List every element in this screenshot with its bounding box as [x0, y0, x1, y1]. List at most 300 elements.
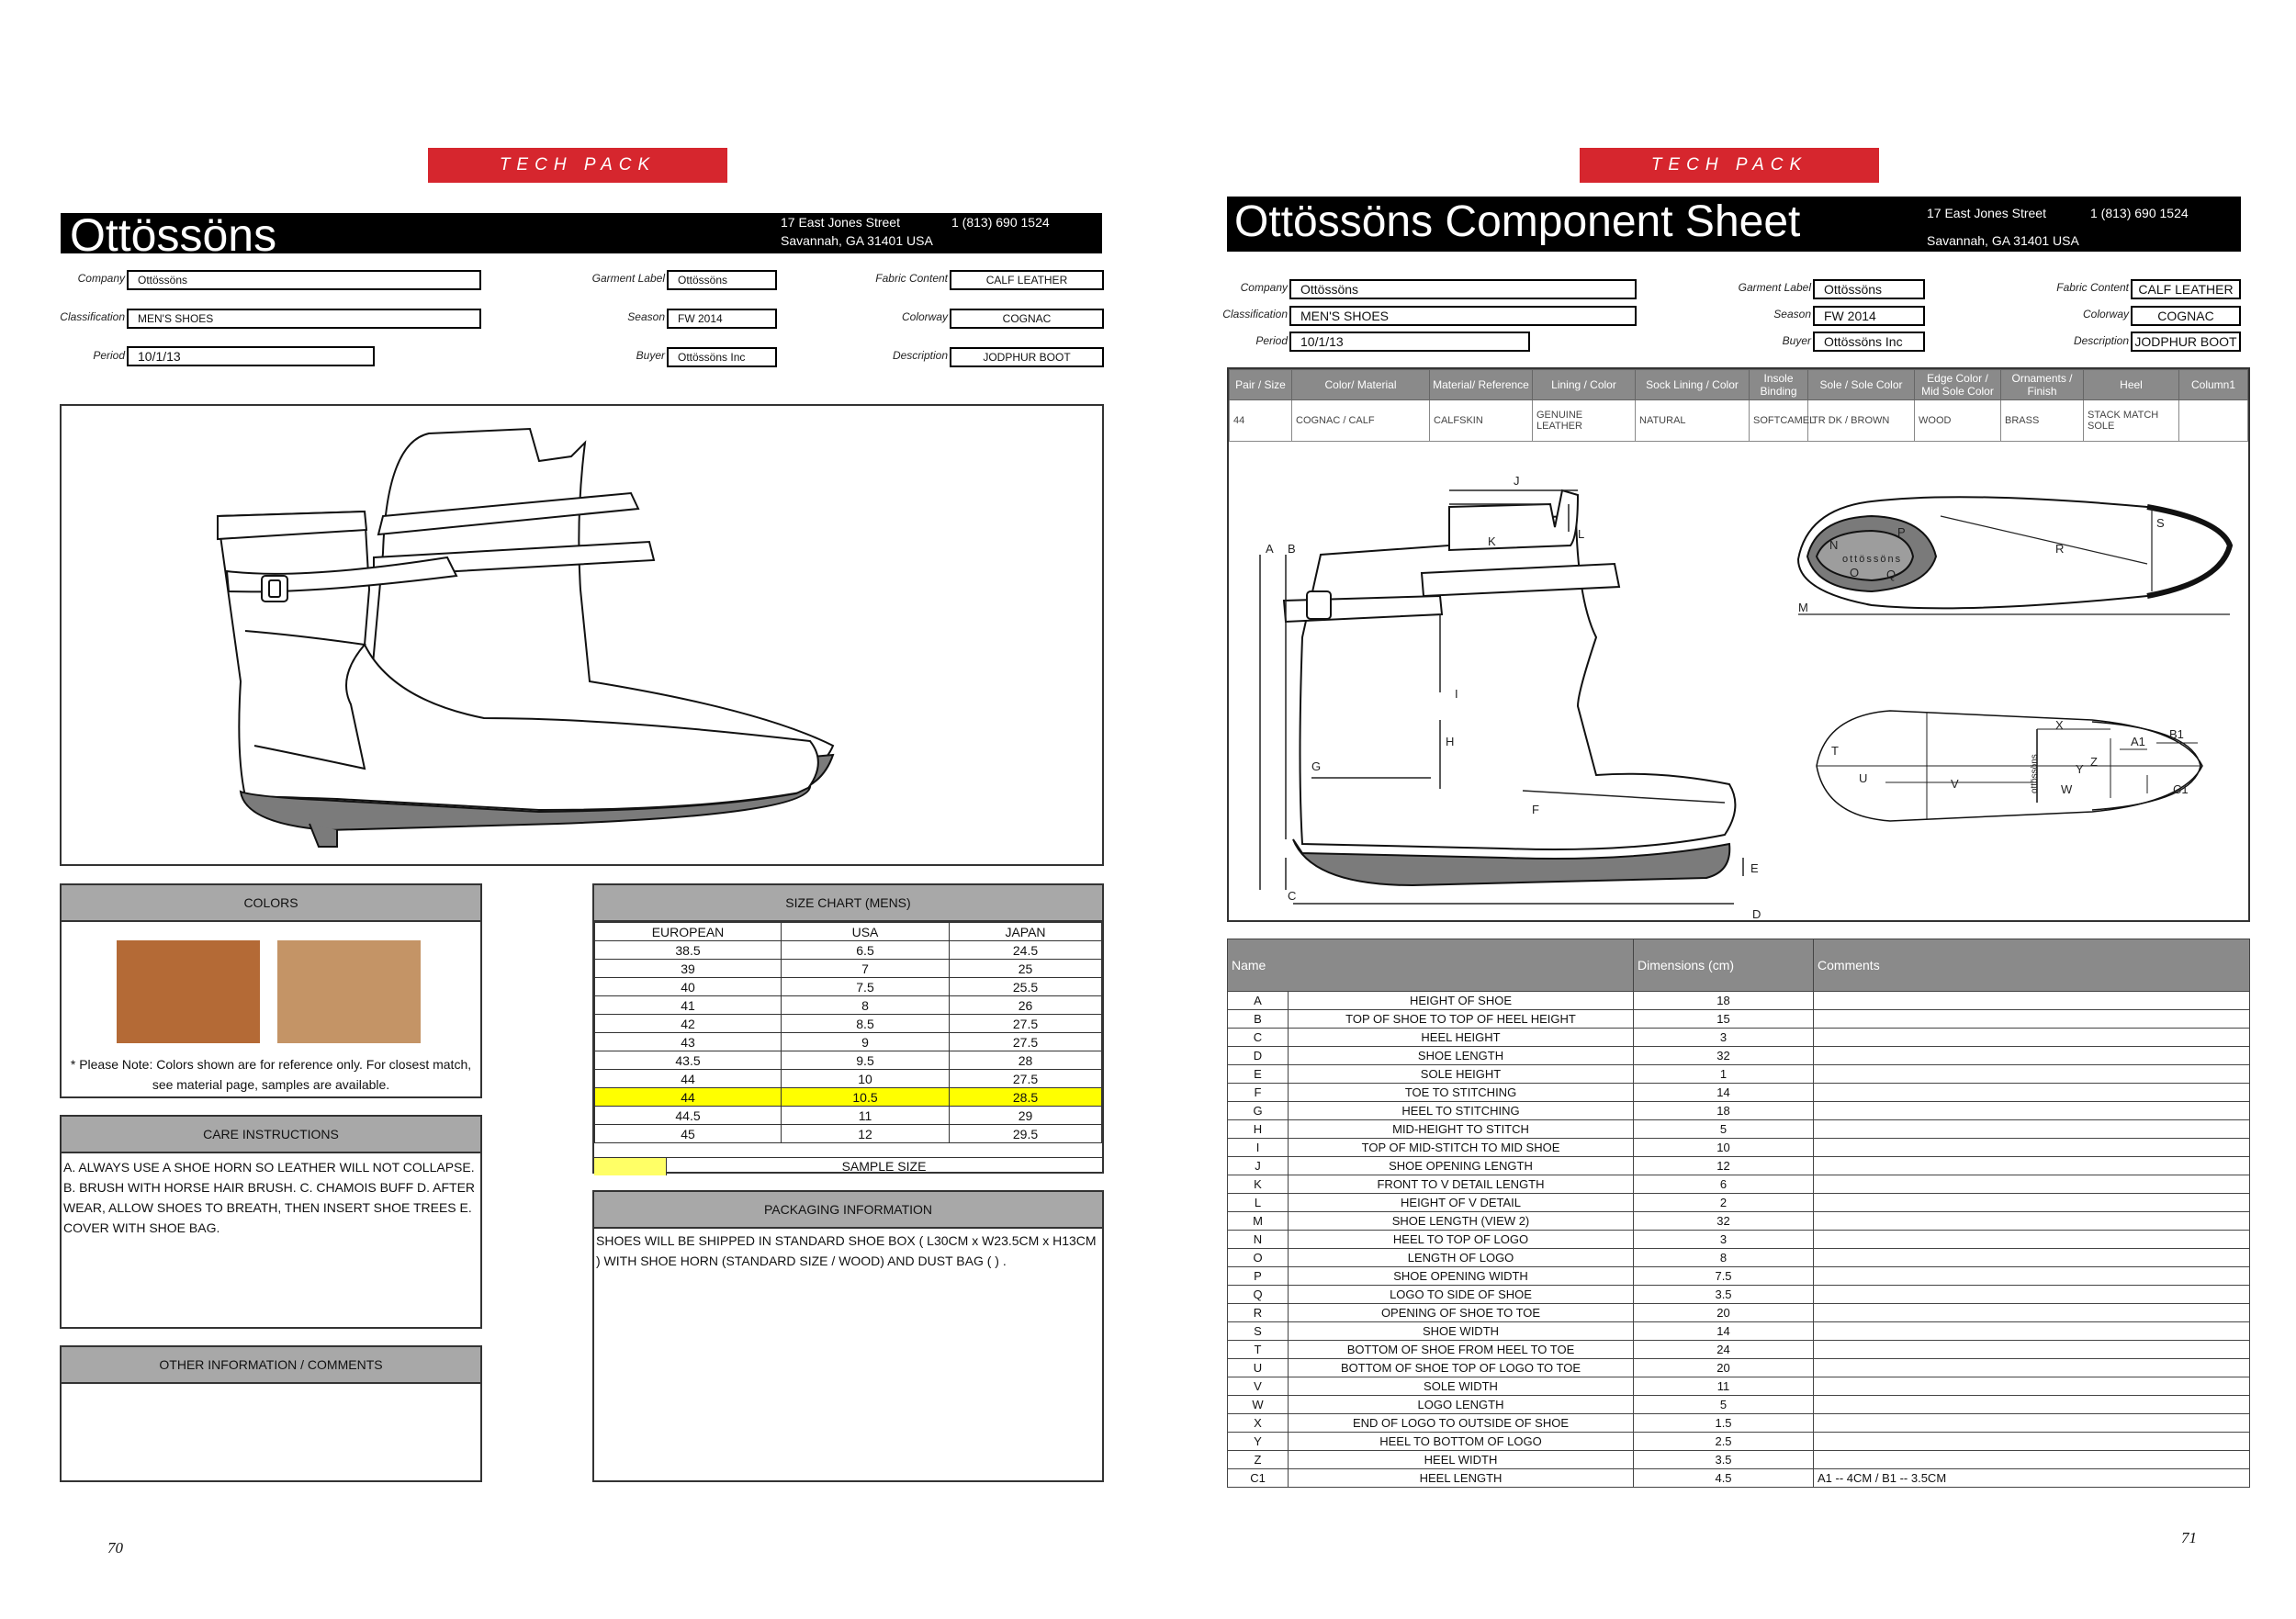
garment-label-label: Garment Label [591, 272, 665, 285]
color-swatch-tan [277, 940, 421, 1043]
dimension-key: L [1228, 1194, 1289, 1212]
size-chart-row [595, 996, 1102, 1015]
colorway-label: Colorway [901, 310, 948, 323]
component-sheet-banner [1227, 197, 2241, 252]
dimension-key: G [1228, 1102, 1289, 1120]
size-european: 39 [595, 960, 782, 978]
size-japan: 28 [950, 1051, 1102, 1070]
size-chart-row [595, 1125, 1102, 1143]
dimension-comment: A1 -- 4CM / B1 -- 3.5CM [1814, 1469, 2250, 1488]
dimension-comment [1814, 1304, 2250, 1322]
dimension-value: 8 [1634, 1249, 1814, 1267]
size-usa: 8.5 [782, 1015, 950, 1033]
period-field[interactable]: 10/1/13 [127, 346, 375, 366]
fabric-content-label: Fabric Content [875, 272, 948, 285]
dimension-name: TOE TO STITCHING [1289, 1084, 1634, 1102]
component-header-cell: Heel [2084, 370, 2179, 400]
dimension-row [1228, 1231, 2250, 1249]
size-japan: 29 [950, 1107, 1102, 1125]
size-japan: 24.5 [950, 941, 1102, 960]
dimension-key: I [1228, 1139, 1289, 1157]
size-chart-panel [592, 883, 1104, 1174]
dimension-value: 18 [1634, 1102, 1814, 1120]
dimension-value: 32 [1634, 1212, 1814, 1231]
dimension-value: 18 [1634, 992, 1814, 1010]
dimension-row [1228, 1139, 2250, 1157]
dim-label-a1: A1 [2131, 735, 2145, 748]
dimension-comment [1814, 1194, 2250, 1212]
component-cell: GENUINE LEATHER [1533, 400, 1636, 442]
dimension-comment [1814, 1322, 2250, 1341]
dimension-key: M [1228, 1212, 1289, 1231]
dimension-value: 14 [1634, 1322, 1814, 1341]
size-chart-row [595, 1015, 1102, 1033]
size-japan: 26 [950, 996, 1102, 1015]
dimension-comment [1814, 1451, 2250, 1469]
dimension-row [1228, 1249, 2250, 1267]
dimension-key: H [1228, 1120, 1289, 1139]
size-japan: 25 [950, 960, 1102, 978]
brand-banner [61, 209, 1102, 261]
size-header-japan: JAPAN [950, 923, 1102, 941]
colorway-label-right: Colorway [2082, 308, 2129, 320]
packaging-panel [592, 1190, 1104, 1482]
dimension-value: 1 [1634, 1065, 1814, 1084]
buyer-label-right: Buyer [1782, 334, 1811, 347]
dimension-row [1228, 1414, 2250, 1433]
dim-label-i: I [1455, 687, 1458, 701]
size-usa: 12 [782, 1125, 950, 1143]
packaging-title: PACKAGING INFORMATION [594, 1192, 1102, 1229]
dimension-row [1228, 992, 2250, 1010]
address-line-1-right: 17 East Jones Street [1927, 206, 2046, 220]
dimension-name: LOGO LENGTH [1289, 1396, 1634, 1414]
company-field-right[interactable]: Ottössöns [1289, 279, 1637, 299]
dimension-name: HEEL HEIGHT [1289, 1029, 1634, 1047]
component-cell [2179, 400, 2248, 442]
dimension-row [1228, 1396, 2250, 1414]
dimension-value: 5 [1634, 1120, 1814, 1139]
dimension-key: B [1228, 1010, 1289, 1029]
dimension-key: S [1228, 1322, 1289, 1341]
dimension-comment [1814, 1175, 2250, 1194]
dimension-key: X [1228, 1414, 1289, 1433]
dimensions-header-name: Name [1228, 939, 1634, 992]
dimension-value: 3 [1634, 1231, 1814, 1249]
dimension-key: V [1228, 1377, 1289, 1396]
dimension-value: 14 [1634, 1084, 1814, 1102]
size-usa: 11 [782, 1107, 950, 1125]
dim-label-d: D [1752, 907, 1761, 920]
dimension-key: T [1228, 1341, 1289, 1359]
dimension-key: Z [1228, 1451, 1289, 1469]
dimension-value: 4.5 [1634, 1469, 1814, 1488]
component-panel [1227, 367, 2250, 922]
dimension-name: HEEL WIDTH [1289, 1451, 1634, 1469]
dimension-value: 1.5 [1634, 1414, 1814, 1433]
size-european: 41 [595, 996, 782, 1015]
size-chart-row [595, 1051, 1102, 1070]
dimensions-header-dimensions: Dimensions (cm) [1634, 939, 1814, 992]
dimension-name: SHOE WIDTH [1289, 1322, 1634, 1341]
size-european: 43.5 [595, 1051, 782, 1070]
dimension-value: 20 [1634, 1304, 1814, 1322]
dimension-key: D [1228, 1047, 1289, 1065]
dimension-row [1228, 1286, 2250, 1304]
dimension-key: A [1228, 992, 1289, 1010]
dimension-name: OPENING OF SHOE TO TOE [1289, 1304, 1634, 1322]
dimension-value: 2 [1634, 1194, 1814, 1212]
garment-label-field-right[interactable]: Ottössöns [1813, 279, 1925, 299]
dimension-comment [1814, 1359, 2250, 1377]
component-sheet-title: Ottössöns Component Sheet [1234, 197, 1801, 246]
classification-label-right: Classification [1222, 308, 1288, 320]
dimension-row [1228, 1359, 2250, 1377]
size-european: 38.5 [595, 941, 782, 960]
size-european: 44.5 [595, 1107, 782, 1125]
side-view-boot [1284, 490, 1735, 885]
dimension-row [1228, 1267, 2250, 1286]
size-japan: 28.5 [950, 1088, 1102, 1107]
care-instructions-panel [60, 1115, 482, 1329]
dimension-name: LOGO TO SIDE OF SHOE [1289, 1286, 1634, 1304]
dimension-comment [1814, 1433, 2250, 1451]
dimension-name: TOP OF SHOE TO TOP OF HEEL HEIGHT [1289, 1010, 1634, 1029]
size-header-usa: USA [782, 923, 950, 941]
dimension-value: 24 [1634, 1341, 1814, 1359]
size-chart-row [595, 1033, 1102, 1051]
description-field[interactable]: JODPHUR BOOT [950, 347, 1104, 367]
company-label: Company [77, 272, 125, 285]
dimension-comment [1814, 1377, 2250, 1396]
dimension-comment [1814, 1231, 2250, 1249]
dimension-comment [1814, 1029, 2250, 1047]
dimension-comment [1814, 1139, 2250, 1157]
size-european: 45 [595, 1125, 782, 1143]
dimension-comment [1814, 1102, 2250, 1120]
dimension-name: FRONT TO V DETAIL LENGTH [1289, 1175, 1634, 1194]
dimension-key: O [1228, 1249, 1289, 1267]
buyer-label: Buyer [636, 349, 665, 362]
dim-label-p: P [1897, 525, 1906, 539]
other-information-panel [60, 1345, 482, 1482]
dimension-comment [1814, 1010, 2250, 1029]
dim-label-b: B [1288, 542, 1296, 556]
top-view-shoe [1798, 497, 2230, 608]
dimension-name: TOP OF MID-STITCH TO MID SHOE [1289, 1139, 1634, 1157]
description-field-right[interactable]: JODPHUR BOOT [2131, 332, 2241, 352]
dimension-key: C [1228, 1029, 1289, 1047]
dimension-value: 5 [1634, 1396, 1814, 1414]
dim-label-c1: C1 [2173, 782, 2189, 796]
dimension-value: 11 [1634, 1377, 1814, 1396]
component-cell: SOFTCAMEL [1750, 400, 1808, 442]
component-cell: WOOD [1915, 400, 2001, 442]
dimension-name: MID-HEIGHT TO STITCH [1289, 1120, 1634, 1139]
fabric-content-field-right[interactable]: CALF LEATHER [2131, 279, 2241, 299]
dimension-comment [1814, 1047, 2250, 1065]
sample-size-legend [594, 1157, 1102, 1175]
component-header-cell: Insole Binding [1750, 370, 1808, 400]
dimension-key: C1 [1228, 1469, 1289, 1488]
care-title: CARE INSTRUCTIONS [62, 1117, 480, 1153]
dimension-row [1228, 1175, 2250, 1194]
dim-label-q: Q [1886, 568, 1896, 581]
component-header-cell: Color/ Material [1292, 370, 1430, 400]
period-label: Period [93, 349, 125, 362]
dimension-key: Q [1228, 1286, 1289, 1304]
fabric-content-label-right: Fabric Content [2056, 281, 2129, 294]
dimension-row [1228, 1010, 2250, 1029]
dimension-value: 3.5 [1634, 1286, 1814, 1304]
component-cell: CALFSKIN [1430, 400, 1533, 442]
season-field-right[interactable]: FW 2014 [1813, 306, 1925, 326]
sole-view-logo: ottössöns [2030, 754, 2040, 793]
size-usa: 8 [782, 996, 950, 1015]
dimension-value: 10 [1634, 1139, 1814, 1157]
size-chart-title: SIZE CHART (MENS) [594, 885, 1102, 922]
dimension-comment [1814, 992, 2250, 1010]
dim-label-s: S [2156, 516, 2165, 530]
garment-label-label-right: Garment Label [1738, 281, 1811, 294]
dimension-key: E [1228, 1065, 1289, 1084]
dimension-comment [1814, 1267, 2250, 1286]
dimension-key: K [1228, 1175, 1289, 1194]
colors-panel [60, 883, 482, 1098]
dim-label-g: G [1311, 759, 1322, 773]
dim-label-x: X [2055, 718, 2064, 732]
dimensions-table [1227, 939, 2250, 1488]
size-chart-row [595, 941, 1102, 960]
component-cell: STACK MATCH SOLE [2084, 400, 2179, 442]
dim-label-e: E [1750, 861, 1759, 875]
fabric-content-field[interactable]: CALF LEATHER [950, 270, 1104, 290]
size-chart-row [595, 1088, 1102, 1107]
colors-title: COLORS [62, 885, 480, 922]
dimension-row [1228, 1469, 2250, 1488]
dimensions-header-comments: Comments [1814, 939, 2250, 992]
company-field[interactable]: Ottössöns [127, 270, 481, 290]
dimension-value: 7.5 [1634, 1267, 1814, 1286]
dimension-value: 6 [1634, 1175, 1814, 1194]
phone-number-right: 1 (813) 690 1524 [2090, 206, 2189, 220]
component-header-cell: Sole / Sole Color [1808, 370, 1915, 400]
dim-label-o: O [1850, 566, 1860, 579]
dimensions-header-row [1228, 939, 2250, 992]
dim-label-y: Y [2076, 762, 2084, 776]
dimension-name: END OF LOGO TO OUTSIDE OF SHOE [1289, 1414, 1634, 1433]
dimension-row [1228, 1377, 2250, 1396]
tech-pack-badge-right: TECH PACK [1580, 148, 1879, 183]
buyer-field[interactable]: Ottössöns Inc [667, 347, 777, 367]
size-japan: 27.5 [950, 1015, 1102, 1033]
packaging-text: SHOES WILL BE SHIPPED IN STANDARD SHOE BOX ( L30CM x W23.5CM x H13CM ) WITH SHOE HORN (STANDARD SIZE / WOOD) AND DUST BAG ( ) . [596, 1233, 1097, 1268]
dimension-row [1228, 1157, 2250, 1175]
dimension-comment [1814, 1157, 2250, 1175]
care-text: A. ALWAYS USE A SHOE HORN SO LEATHER WILL NOT COLLAPSE. B. BRUSH WITH HORSE HAIR BRUSH. C. CHAMOIS BUFF D. AFTER WEAR, ALLOW SHOES TO BREATH, THEN INSERT SHOE TREES E. COVER WITH SHOE BAG. [63, 1160, 476, 1235]
size-chart-row [595, 978, 1102, 996]
dim-label-l: L [1578, 527, 1585, 541]
dimension-comment [1814, 1084, 2250, 1102]
dimension-name: SOLE WIDTH [1289, 1377, 1634, 1396]
component-cell: TR DK / BROWN [1808, 400, 1915, 442]
sample-size-legend-swatch [594, 1158, 667, 1175]
company-label-right: Company [1240, 281, 1288, 294]
dimension-name: SHOE OPENING LENGTH [1289, 1157, 1634, 1175]
dimension-row [1228, 1304, 2250, 1322]
dim-label-c: C [1288, 889, 1297, 903]
classification-field-right[interactable]: MEN'S SHOES [1289, 306, 1637, 326]
size-japan: 27.5 [950, 1070, 1102, 1088]
boot-illustration-panel [60, 404, 1104, 866]
dim-label-r: R [2055, 542, 2065, 556]
season-field[interactable]: FW 2014 [667, 309, 777, 329]
component-header-cell: Material/ Reference [1430, 370, 1533, 400]
size-usa: 9 [782, 1033, 950, 1051]
dimension-row [1228, 1212, 2250, 1231]
size-european: 43 [595, 1033, 782, 1051]
size-european: 44 [595, 1088, 782, 1107]
dimension-value: 3 [1634, 1029, 1814, 1047]
dim-label-z: Z [2090, 755, 2098, 769]
dimension-key: J [1228, 1157, 1289, 1175]
dim-label-j: J [1514, 474, 1520, 488]
dimension-key: W [1228, 1396, 1289, 1414]
dimension-comment [1814, 1286, 2250, 1304]
address-line-2: Savannah, GA 31401 USA [781, 233, 933, 248]
dimension-name: SHOE LENGTH [1289, 1047, 1634, 1065]
comments-area[interactable] [65, 1389, 478, 1478]
dimension-name: BOTTOM OF SHOE TOP OF LOGO TO TOE [1289, 1359, 1634, 1377]
component-header-cell: Edge Color / Mid Sole Color [1915, 370, 2001, 400]
component-cell: COGNAC / CALF [1292, 400, 1430, 442]
period-field-right[interactable]: 10/1/13 [1289, 332, 1530, 352]
color-swatch-cognac [117, 940, 260, 1043]
description-label-right: Description [2073, 334, 2129, 347]
garment-label-field[interactable]: Ottössöns [667, 270, 777, 290]
dim-label-v: V [1951, 777, 1959, 791]
component-header-cell: Column1 [2179, 370, 2248, 400]
size-european: 44 [595, 1070, 782, 1088]
size-usa: 10.5 [782, 1088, 950, 1107]
dimension-value: 12 [1634, 1157, 1814, 1175]
size-usa: 9.5 [782, 1051, 950, 1070]
dimension-row [1228, 1084, 2250, 1102]
dimension-row [1228, 1047, 2250, 1065]
page-number-right: 71 [2181, 1529, 2197, 1546]
size-european: 40 [595, 978, 782, 996]
buyer-field-right[interactable]: Ottössöns Inc [1813, 332, 1925, 352]
dimension-key: N [1228, 1231, 1289, 1249]
dimension-name: HEIGHT OF V DETAIL [1289, 1194, 1634, 1212]
dimension-value: 20 [1634, 1359, 1814, 1377]
size-header-european: EUROPEAN [595, 923, 782, 941]
size-chart-row [595, 1107, 1102, 1125]
dimension-key: P [1228, 1267, 1289, 1286]
dimension-key: F [1228, 1084, 1289, 1102]
tech-pack-badge: TECH PACK [428, 148, 727, 183]
dimension-key: Y [1228, 1433, 1289, 1451]
dimension-row [1228, 1322, 2250, 1341]
dimension-value: 3.5 [1634, 1451, 1814, 1469]
component-diagrams [1229, 454, 2248, 920]
dimension-name: SHOE LENGTH (VIEW 2) [1289, 1212, 1634, 1231]
address-line-1: 17 East Jones Street [781, 215, 900, 230]
dim-label-u: U [1859, 771, 1868, 785]
season-label: Season [627, 310, 665, 323]
dimension-row [1228, 1065, 2250, 1084]
season-label-right: Season [1773, 308, 1811, 320]
dim-label-n: N [1829, 538, 1839, 552]
size-japan: 27.5 [950, 1033, 1102, 1051]
dim-label-b1: B1 [2169, 727, 2184, 741]
component-data-row [1230, 400, 2248, 442]
component-header-cell: Lining / Color [1533, 370, 1636, 400]
dimension-comment [1814, 1120, 2250, 1139]
dimension-comment [1814, 1249, 2250, 1267]
size-european: 42 [595, 1015, 782, 1033]
dimension-row [1228, 1194, 2250, 1212]
dim-label-a: A [1266, 542, 1274, 556]
size-usa: 6.5 [782, 941, 950, 960]
size-chart-table [594, 922, 1102, 1143]
dim-label-k: K [1488, 534, 1496, 548]
boot-illustration [62, 406, 1102, 864]
dimension-row [1228, 1120, 2250, 1139]
dimension-comment [1814, 1414, 2250, 1433]
colorway-field[interactable]: COGNAC [950, 309, 1104, 329]
component-header-cell: Sock Lining / Color [1636, 370, 1750, 400]
dimension-value: 15 [1634, 1010, 1814, 1029]
dimension-row [1228, 1102, 2250, 1120]
dimension-name: SHOE OPENING WIDTH [1289, 1267, 1634, 1286]
brand-name: Ottössöns [70, 209, 277, 261]
component-cell: BRASS [2001, 400, 2084, 442]
dimension-value: 32 [1634, 1047, 1814, 1065]
dimension-name: HEEL TO STITCHING [1289, 1102, 1634, 1120]
dimension-row [1228, 1341, 2250, 1359]
page-number-left: 70 [107, 1539, 123, 1557]
dimension-name: BOTTOM OF SHOE FROM HEEL TO TOE [1289, 1341, 1634, 1359]
dimension-comment [1814, 1396, 2250, 1414]
dimension-comment [1814, 1065, 2250, 1084]
dimension-name: HEIGHT OF SHOE [1289, 992, 1634, 1010]
dimension-value: 2.5 [1634, 1433, 1814, 1451]
dimension-name: LENGTH OF LOGO [1289, 1249, 1634, 1267]
classification-field[interactable]: MEN'S SHOES [127, 309, 481, 329]
dimension-row [1228, 1029, 2250, 1047]
dimension-name: SOLE HEIGHT [1289, 1065, 1634, 1084]
component-cell: NATURAL [1636, 400, 1750, 442]
size-chart-row [595, 1070, 1102, 1088]
component-header-cell: Ornaments / Finish [2001, 370, 2084, 400]
other-title: OTHER INFORMATION / COMMENTS [62, 1347, 480, 1384]
dim-label-t: T [1831, 744, 1839, 758]
size-usa: 10 [782, 1070, 950, 1088]
size-japan: 29.5 [950, 1125, 1102, 1143]
component-header-cell: Pair / Size [1230, 370, 1292, 400]
colors-note: * Please Note: Colors shown are for reference only. For closest match, see material page, samples are available. [70, 1057, 472, 1092]
component-table [1229, 369, 2248, 442]
dimension-key: R [1228, 1304, 1289, 1322]
component-header-row [1230, 370, 2248, 400]
dimension-comment [1814, 1341, 2250, 1359]
colorway-field-right[interactable]: COGNAC [2131, 306, 2241, 326]
dimension-row [1228, 1451, 2250, 1469]
size-chart-row [595, 960, 1102, 978]
dim-label-h: H [1446, 735, 1455, 748]
period-label-right: Period [1255, 334, 1288, 347]
